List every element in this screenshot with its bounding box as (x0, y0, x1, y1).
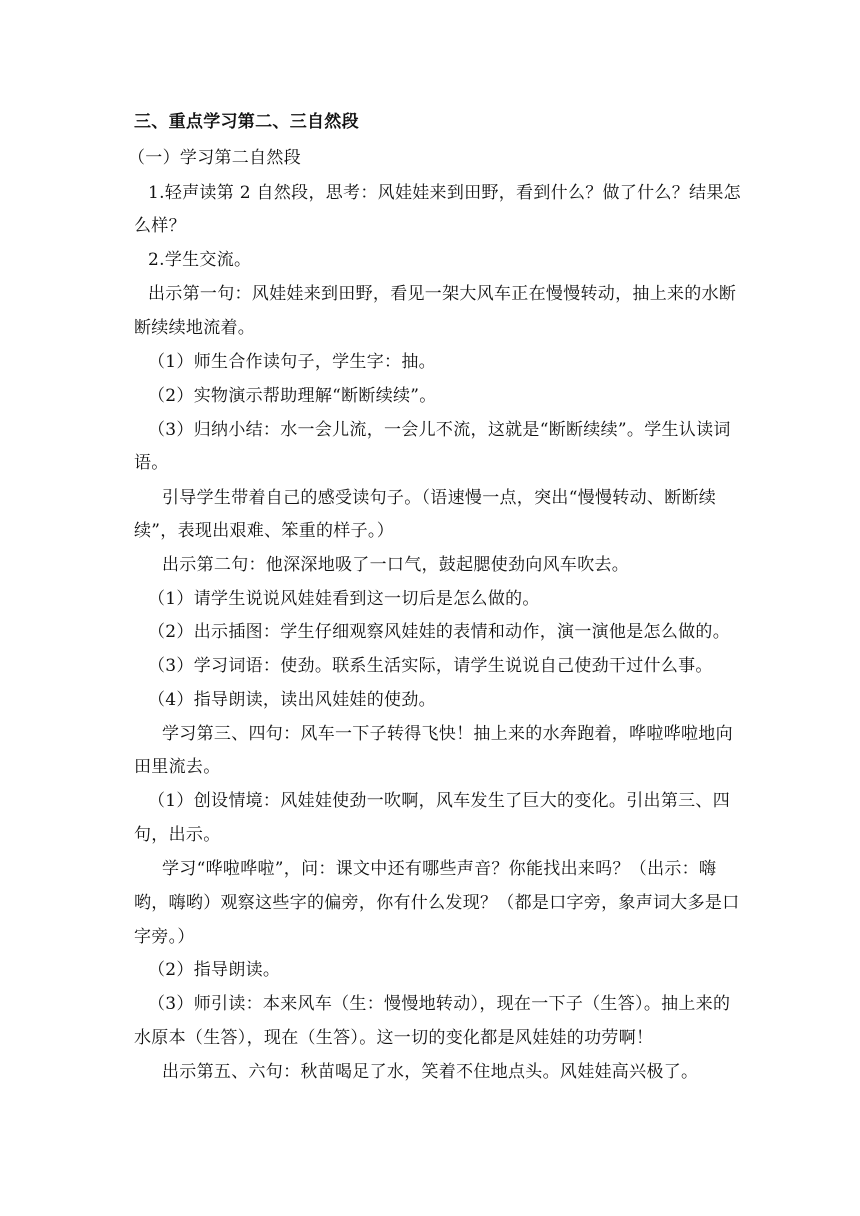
paragraph-line: 续”，表现出艰难、笨重的样子。） (134, 521, 394, 541)
paragraph-line: 学习第三、四句：风车一下子转得飞快！抽上来的水奔跑着，哗啦哗啦地向 (162, 724, 733, 744)
paragraph-line: 学习“哗啦哗啦”，问：课文中还有哪些声音？你能找出来吗？（出示：嗨 (162, 859, 717, 879)
paragraph-line: 引导学生带着自己的感受读句子。（语速慢一点，突出“慢慢转动、断断续 (162, 488, 717, 508)
paragraph-line: （3）学习词语：使劲。联系生活实际，请学生说说自己使劲干过什么事。 (148, 656, 713, 676)
paragraph-line: 出示第二句：他深深地吸了一口气，鼓起腮使劲向风车吹去。 (162, 555, 630, 575)
paragraph-line: 哟，嗨哟）观察这些字的偏旁，你有什么发现？（都是口字旁，象声词大多是口 (134, 893, 740, 913)
paragraph-line: 出示第五、六句：秋苗喝足了水，笑着不住地点头。风娃娃高兴极了。 (162, 1062, 699, 1082)
paragraph-line: 语。 (134, 453, 169, 473)
paragraph-line: 么样？ (134, 216, 186, 236)
paragraph-line: （1）请学生说说风娃娃看到这一切后是怎么做的。 (148, 589, 540, 609)
section-heading: 三、重点学习第二、三自然段 (134, 112, 359, 132)
paragraph-line: （2）指导朗读。 (148, 960, 281, 980)
paragraph-line: 2.学生交流。 (148, 250, 252, 270)
paragraph-line: （2）实物演示帮助理解“断断续续”。 (148, 386, 437, 406)
paragraph-line: （2）出示插图：学生仔细观察风娃娃的表情和动作，演一演他是怎么做的。 (148, 622, 731, 642)
subsection-heading: （一）学习第二自然段 (128, 148, 301, 168)
paragraph-line: （1）创设情境：风娃娃使劲一吹啊，风车发生了巨大的变化。引出第三、四 (148, 791, 731, 811)
paragraph-line: （3）归纳小结：水一会儿流，一会儿不流，这就是“断断续续”。学生认读词 (148, 420, 731, 440)
paragraph-line: 断续续地流着。 (134, 318, 256, 338)
paragraph-line: 水原本（生答），现在（生答）。这一切的变化都是风娃娃的功劳啊！ (134, 1028, 654, 1048)
paragraph-line: （3）师引读：本来风车（生：慢慢地转动），现在一下子（生答）。抽上来的 (148, 994, 731, 1014)
paragraph-line: （4）指导朗读，读出风娃娃的使劲。 (148, 690, 436, 710)
paragraph-line: 字旁。） (134, 927, 195, 947)
paragraph-line: 1.轻声读第 2 自然段，思考：风娃娃来到田野，看到什么？做了什么？结果怎 (148, 183, 741, 203)
paragraph-line: 出示第一句：风娃娃来到田野，看见一架大风车正在慢慢转动，抽上来的水断 (148, 284, 737, 304)
paragraph-line: 句，出示。 (134, 825, 221, 845)
paragraph-line: （1）师生合作读句子，学生字：抽。 (148, 352, 436, 372)
paragraph-line: 田里流去。 (134, 757, 221, 777)
